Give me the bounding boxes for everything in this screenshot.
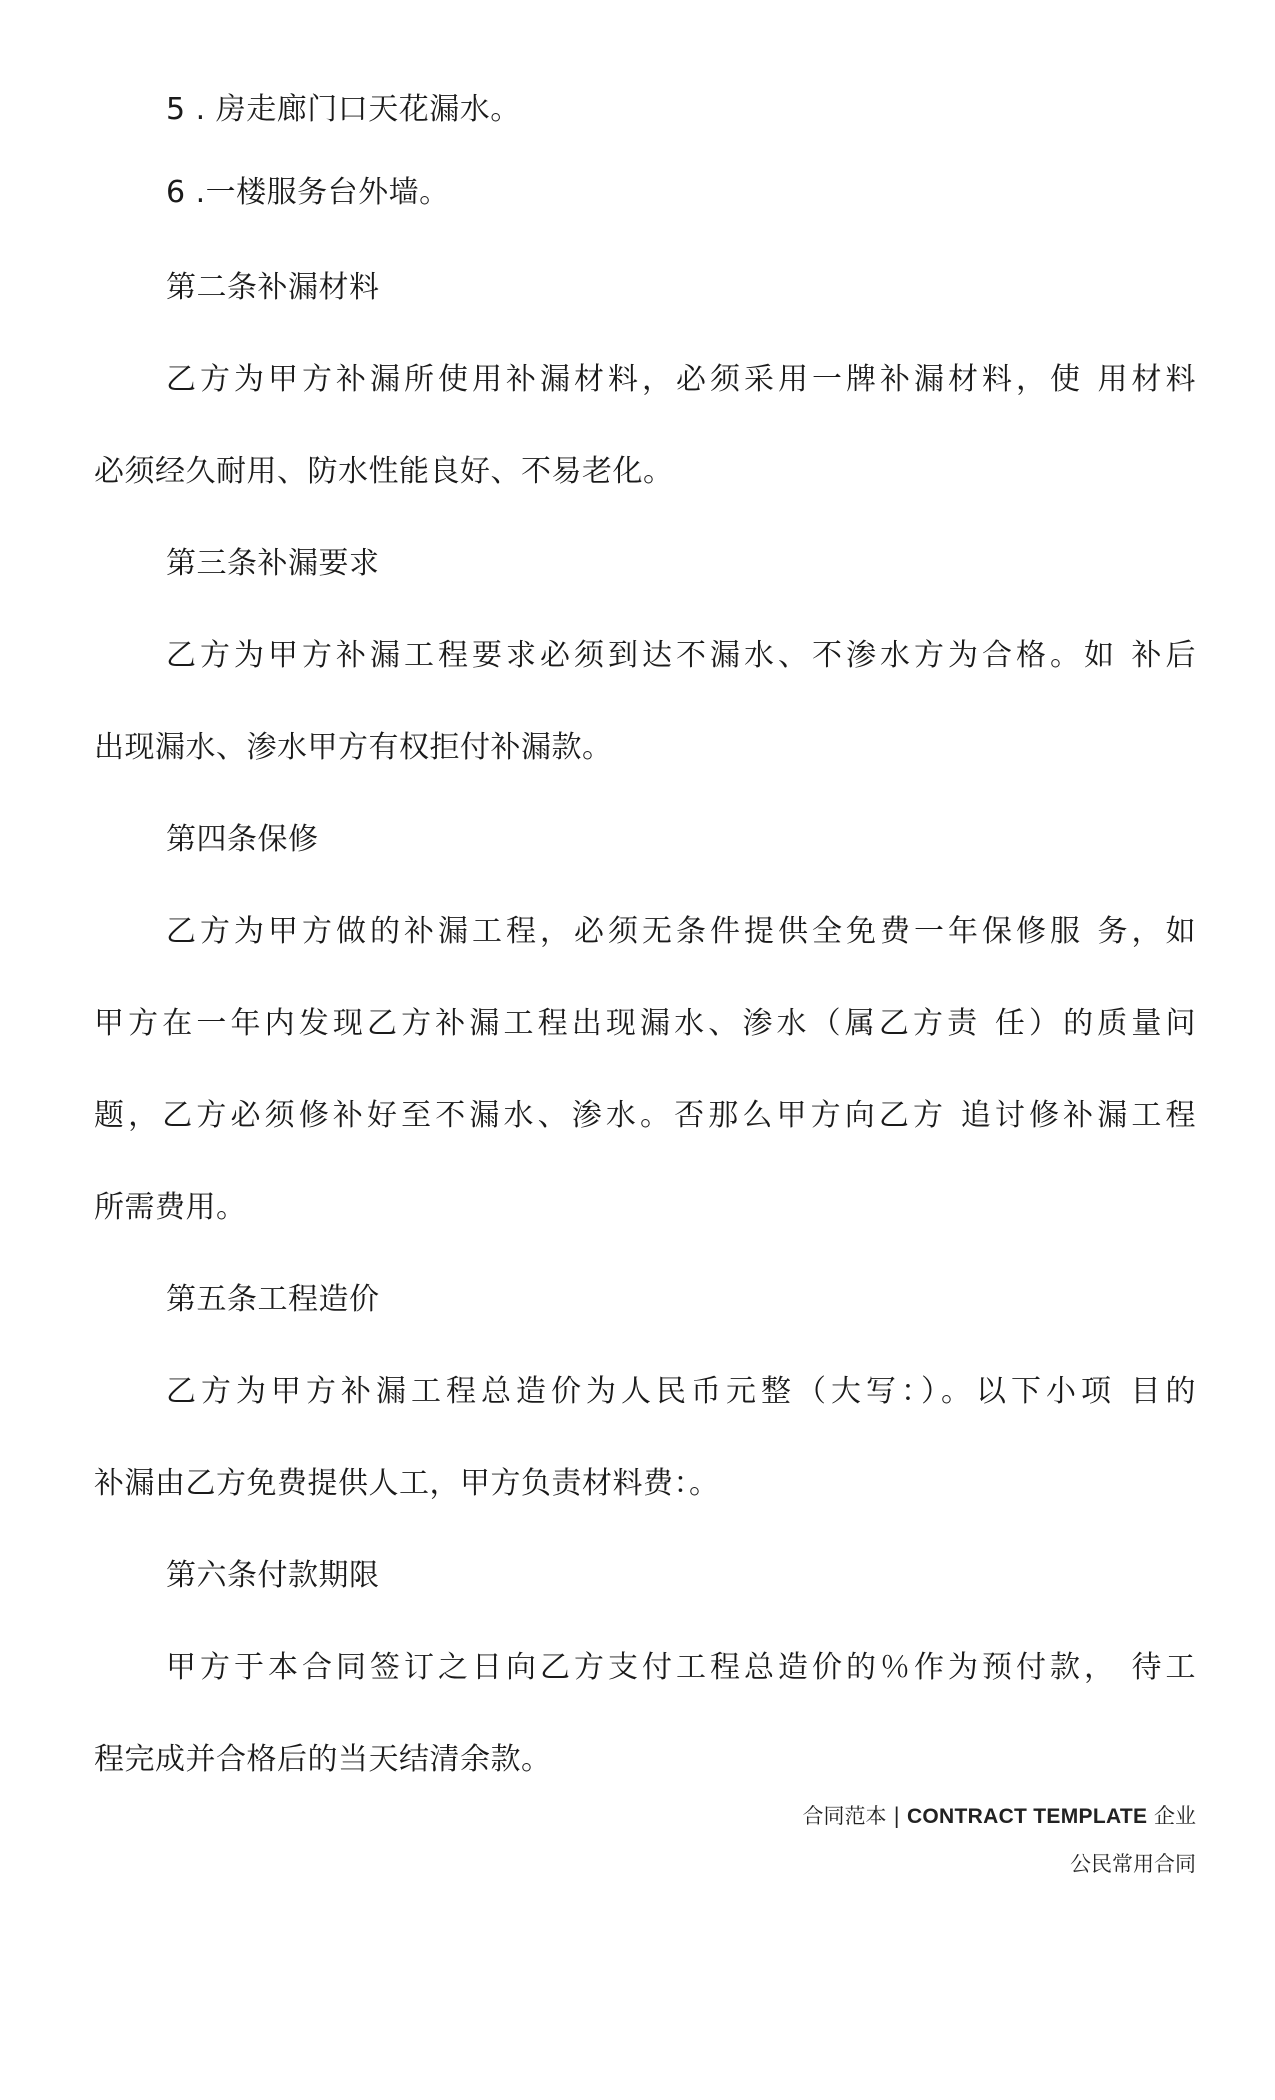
item-text: . 房走廊门口天花漏水。 xyxy=(195,92,521,127)
item-text: .一楼服务台外墙。 xyxy=(195,175,450,210)
paragraph-line: 必须经久耐用、防水性能良好、不易老化。 xyxy=(94,454,674,489)
footer-brand xyxy=(803,1802,1197,1831)
section-heading: 第四条保修 xyxy=(166,822,319,857)
paragraph-line: 题，乙方必须修补好至不漏水、渗水。否那么甲方向乙方 追讨修补漏工程 xyxy=(94,1098,1196,1133)
paragraph-line: 补漏由乙方免费提供人工，甲方负责材料费：。 xyxy=(94,1466,720,1501)
list-item xyxy=(166,90,521,130)
footer-subtitle: 公民常用合同 xyxy=(1070,1852,1196,1876)
paragraph-line: 甲方于本合同签订之日向乙方支付工程总造价的％作为预付款， 待工 xyxy=(166,1650,1196,1685)
section-heading: 第三条补漏要求 xyxy=(166,546,380,581)
section-heading: 第二条补漏材料 xyxy=(166,270,380,305)
paragraph-line: 乙方为甲方补漏工程要求必须到达不漏水、不渗水方为合格。如 补后 xyxy=(166,638,1196,673)
section-heading: 第五条工程造价 xyxy=(166,1282,380,1317)
list-item xyxy=(166,173,450,213)
paragraph-line: 乙方为甲方补漏所使用补漏材料，必须采用一牌补漏材料，使 用材料 xyxy=(166,362,1196,397)
paragraph-line: 所需费用。 xyxy=(94,1190,247,1225)
item-number: 5 xyxy=(166,92,186,127)
footer-suffix: 企业 xyxy=(1154,1804,1196,1828)
footer-prefix: 合同范本 | xyxy=(802,1804,901,1828)
paragraph-line: 出现漏水、渗水甲方有权拒付补漏款。 xyxy=(94,730,613,765)
section-heading: 第六条付款期限 xyxy=(166,1558,380,1593)
paragraph-line: 程完成并合格后的当天结清余款。 xyxy=(94,1742,552,1777)
footer-bold-title: CONTRACT TEMPLATE xyxy=(906,1805,1148,1828)
paragraph-line: 甲方在一年内发现乙方补漏工程出现漏水、渗水（属乙方责 任）的质量问 xyxy=(94,1006,1196,1041)
paragraph-line: 乙方为甲方做的补漏工程，必须无条件提供全免费一年保修服 务，如 xyxy=(166,914,1196,949)
paragraph-line: 乙方为甲方补漏工程总造价为人民币元整（大写：）。以下小项 目的 xyxy=(166,1374,1196,1409)
item-number: 6 xyxy=(166,175,186,210)
